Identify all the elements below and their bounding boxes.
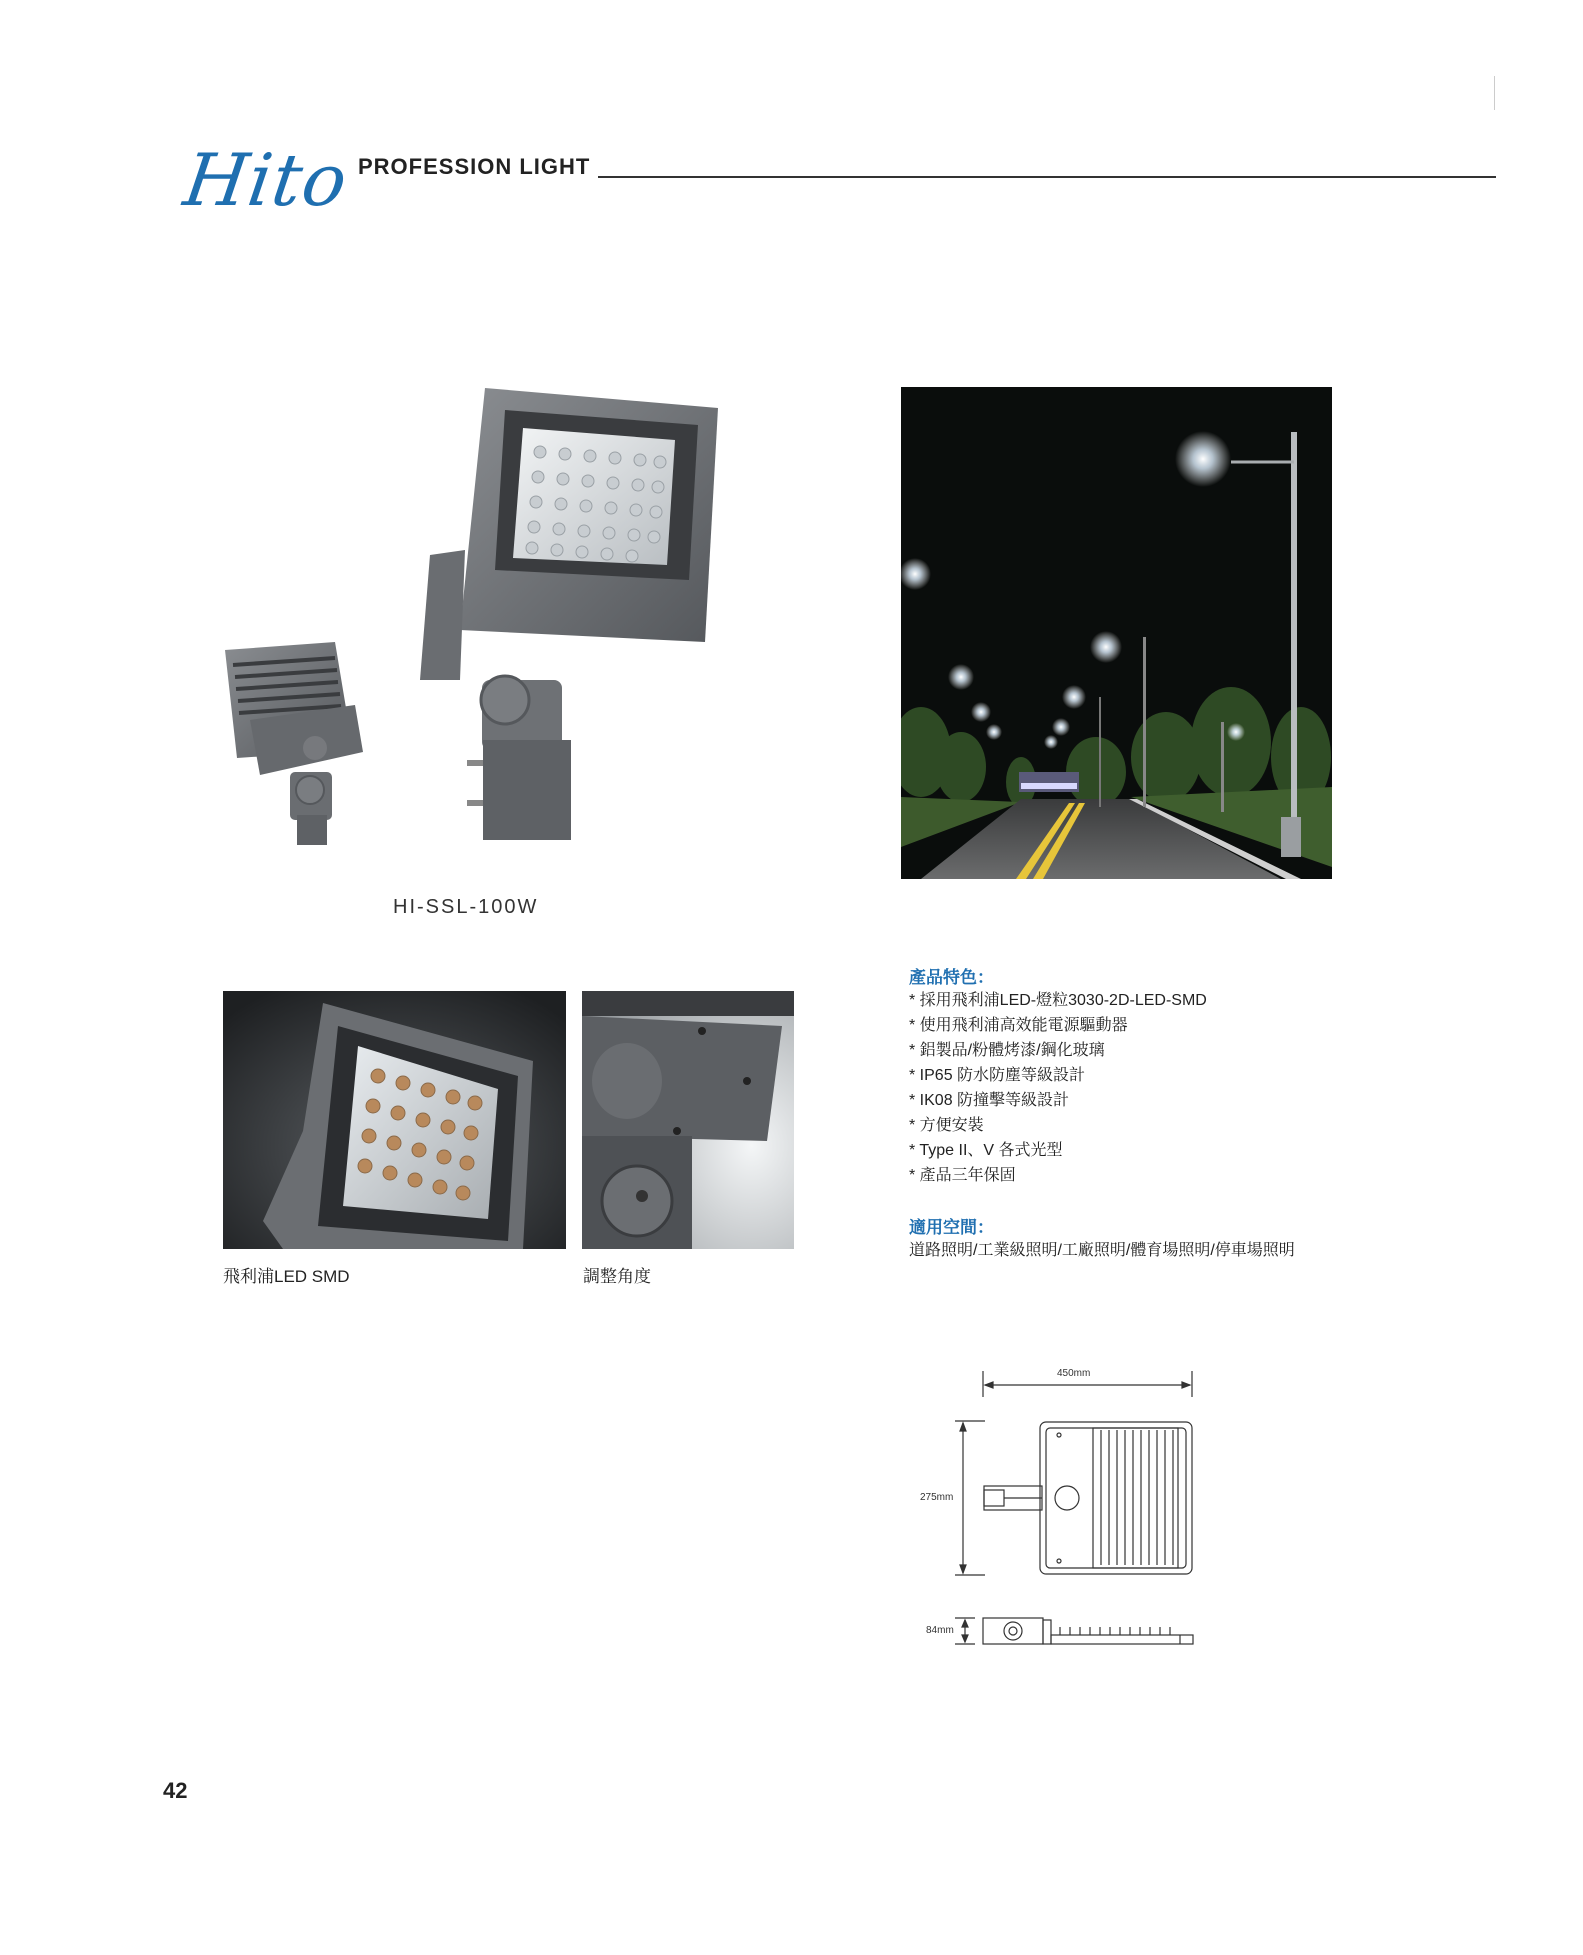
model-number: HI-SSL-100W xyxy=(393,896,539,918)
feature-item: * 產品三年保固 xyxy=(909,1167,1016,1184)
caption-led: 飛利浦LED SMD xyxy=(223,1267,350,1286)
angle-bracket-photo xyxy=(582,991,794,1249)
small-light-image xyxy=(225,642,363,845)
large-light-image xyxy=(420,388,718,840)
tagline: PROFESSION LIGHT xyxy=(358,154,591,179)
features-title: 產品特色： xyxy=(909,968,994,987)
led-closeup-photo xyxy=(223,991,566,1249)
corner-mark xyxy=(1494,76,1495,110)
product-photo xyxy=(205,380,735,860)
feature-item: * Type II、V 各式光型 xyxy=(909,1142,1063,1159)
night-road-photo xyxy=(901,387,1332,879)
feature-item: * 方便安裝 xyxy=(909,1117,984,1134)
applications-text: 道路照明/工業級照明/工廠照明/體育場照明/停車場照明 xyxy=(909,1242,1295,1259)
feature-item: * IP65 防水防塵等級設計 xyxy=(909,1067,1086,1084)
dimension-drawing xyxy=(915,1365,1205,1665)
caption-angle: 調整角度 xyxy=(583,1267,651,1286)
brand-logo xyxy=(179,138,354,238)
feature-item: * 採用飛利浦LED-燈粒3030-2D-LED-SMD xyxy=(909,992,1207,1009)
feature-item: * IK08 防撞擊等級設計 xyxy=(909,1092,1070,1109)
logo-text: Hito xyxy=(179,138,354,222)
header-rule xyxy=(598,176,1496,178)
feature-item: * 使用飛利浦高效能電源驅動器 xyxy=(909,1017,1128,1034)
depth-dimension-label: 84mm xyxy=(926,1625,954,1636)
page-number: 42 xyxy=(163,1778,188,1803)
feature-item: * 鋁製品/粉體烤漆/鋼化玻璃 xyxy=(909,1042,1105,1059)
applications-title: 適用空間： xyxy=(909,1218,994,1237)
height-dimension-label: 275mm xyxy=(920,1492,954,1503)
width-dimension-label: 450mm xyxy=(1057,1368,1091,1379)
features-list xyxy=(909,988,1207,1188)
